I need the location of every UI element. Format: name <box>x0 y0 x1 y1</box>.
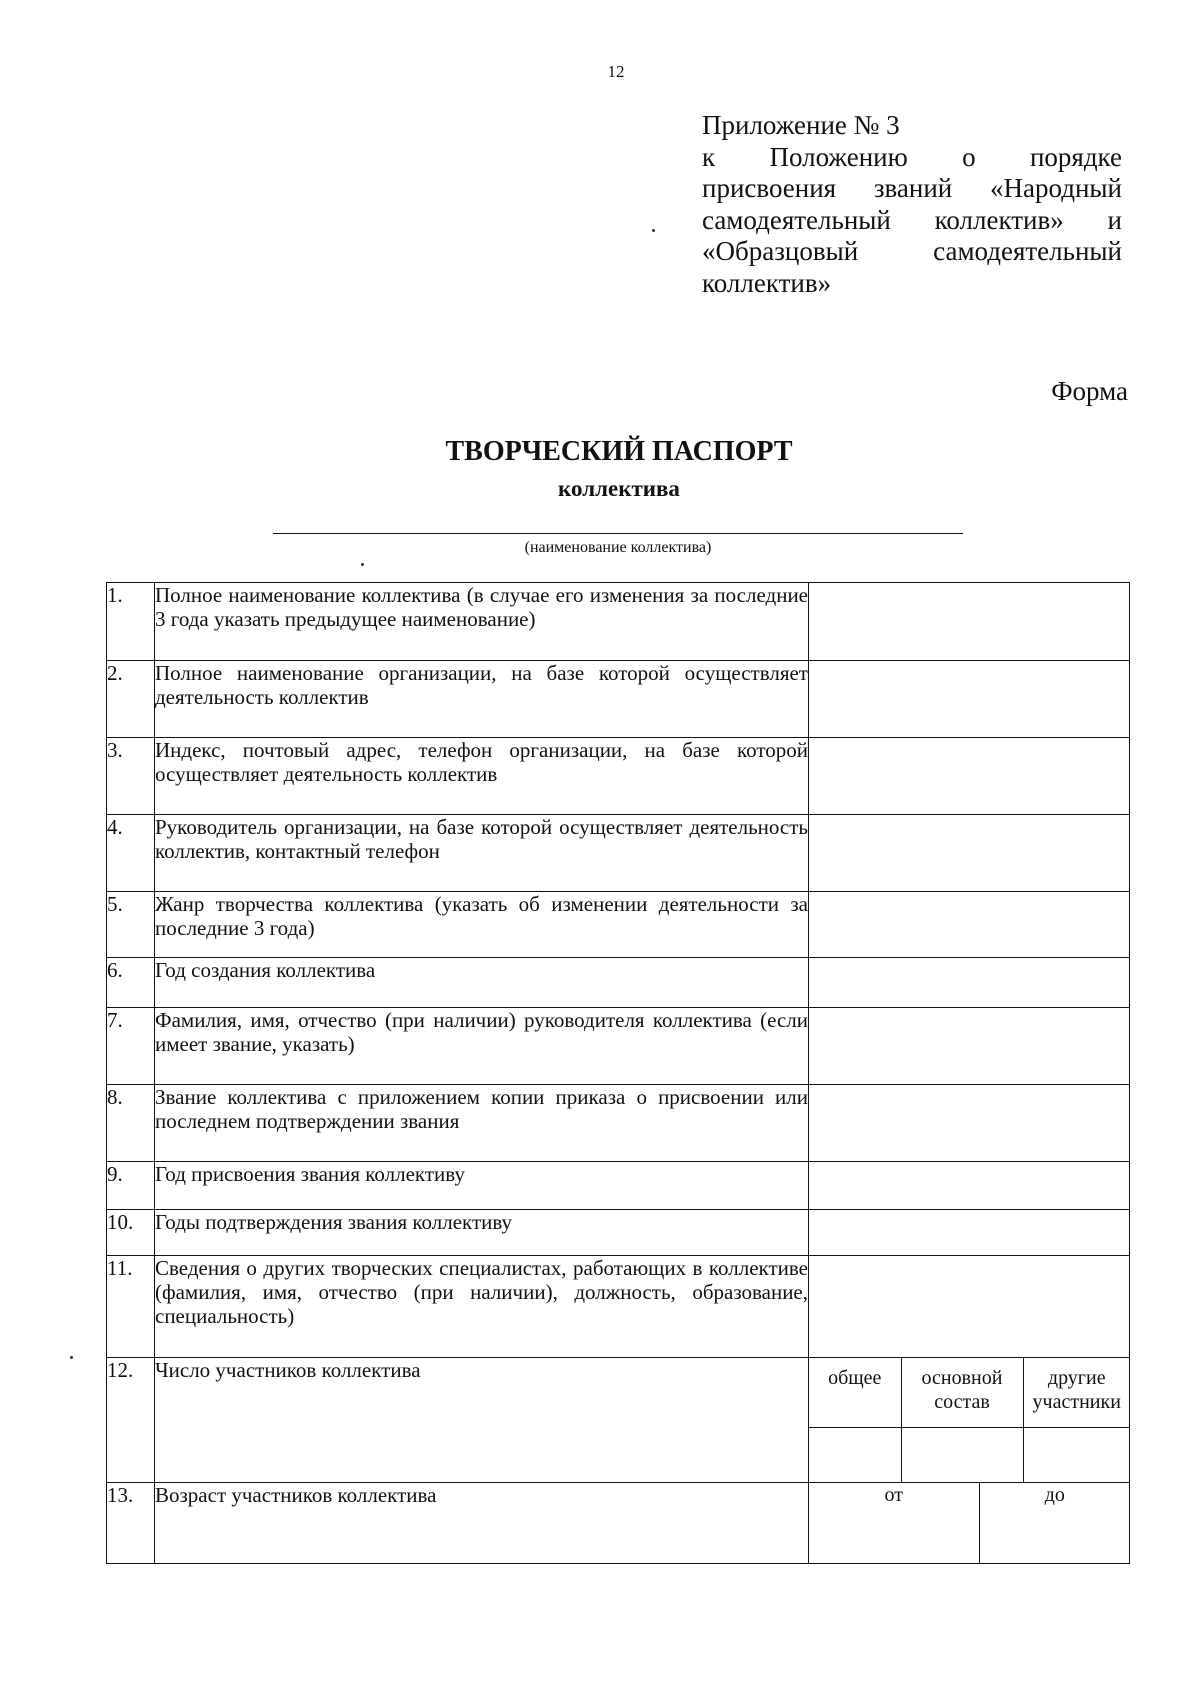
annex-word: «Образцовый <box>702 236 859 266</box>
row-description-text: Руководитель организации, на базе которой осуществляет деятельность коллектив, контактный телефон <box>155 815 808 863</box>
table-row <box>107 958 1130 1008</box>
row-description-text: Год присвоения звания коллективу <box>155 1162 465 1186</box>
annex-reference <box>702 110 1122 299</box>
row-number: 5. <box>107 892 155 958</box>
annex-line-3 <box>702 173 1122 205</box>
row-number: 13. <box>107 1483 155 1564</box>
header-core-line-2: состав <box>934 1391 990 1413</box>
annex-word: и <box>1107 204 1122 235</box>
table-row-participants <box>107 1358 1130 1483</box>
table-row <box>107 815 1130 892</box>
row-value-cell[interactable] <box>809 1162 1130 1210</box>
row-description <box>155 738 809 815</box>
scan-speck <box>70 1356 73 1359</box>
annex-word: самодеятельный <box>702 204 891 235</box>
row-number: 6. <box>107 958 155 1008</box>
header-other-members <box>1023 1358 1130 1427</box>
document-subtitle: коллектива <box>558 476 680 501</box>
row-value-cell[interactable] <box>809 738 1130 815</box>
annex-line-4 <box>702 205 1122 237</box>
header-core-members <box>901 1358 1023 1427</box>
header-other-line-2: участники <box>1032 1391 1121 1413</box>
row-value-cell[interactable] <box>809 583 1130 661</box>
row-value-cell[interactable] <box>809 1008 1130 1085</box>
row-value-cell[interactable] <box>809 661 1130 738</box>
row-description <box>155 1210 809 1256</box>
scan-speck <box>361 563 364 566</box>
row-description-text: Сведения о других творческих специалистах, работающих в коллективе (фамилия, имя, отчество (при наличии), должность, образование, специальность) <box>155 1256 808 1328</box>
row-number: 8. <box>107 1085 155 1162</box>
table-row <box>107 661 1130 738</box>
core-count-field[interactable] <box>901 1427 1023 1482</box>
row-value-cell[interactable] <box>809 958 1130 1008</box>
row-number: 12. <box>107 1358 155 1483</box>
annex-line-6: коллектив» <box>702 267 832 298</box>
row-description-text: Год создания коллектива <box>155 958 376 982</box>
row-description-text: Полное наименование организации, на базе которой осуществляет деятельность коллектив <box>155 661 808 709</box>
page-number: 12 <box>607 62 625 81</box>
participants-subtable <box>809 1358 1130 1482</box>
annex-word: самодеятельный <box>933 236 1122 266</box>
table-row <box>107 1162 1130 1210</box>
row-description <box>155 661 809 738</box>
annex-line-5 <box>702 236 1122 268</box>
age-from-field[interactable] <box>809 1483 979 1563</box>
row-description <box>155 958 809 1008</box>
row-description-text: Число участников коллектива <box>155 1358 421 1382</box>
table-row <box>107 1008 1130 1085</box>
table-row <box>107 1256 1130 1358</box>
row-number: 2. <box>107 661 155 738</box>
annex-word: к <box>702 141 716 172</box>
form-label: Форма <box>1051 376 1128 406</box>
participants-count-cell <box>809 1358 1130 1483</box>
row-description-text: Индекс, почтовый адрес, телефон организации, на базе которой осуществляет деятельность коллектив <box>155 738 808 786</box>
header-total <box>809 1358 901 1427</box>
row-description <box>155 1256 809 1358</box>
annex-word: званий <box>873 173 953 203</box>
row-description <box>155 1483 809 1564</box>
row-description <box>155 1085 809 1162</box>
row-number: 4. <box>107 815 155 892</box>
row-number: 10. <box>107 1210 155 1256</box>
header-total-text: общее <box>828 1367 882 1389</box>
row-number: 7. <box>107 1008 155 1085</box>
passport-table <box>106 582 1130 1564</box>
row-description-text: Жанр творчества коллектива (указать об изменении деятельности за последние 3 года) <box>155 892 808 940</box>
header-other-line-1: другие <box>1047 1367 1106 1389</box>
age-subtable <box>809 1483 1130 1563</box>
table-row <box>107 1210 1130 1256</box>
row-value-cell[interactable] <box>809 1210 1130 1256</box>
scan-speck <box>652 229 655 232</box>
annex-word: о <box>962 141 976 172</box>
annex-line-1: Приложение № 3 <box>702 110 900 140</box>
age-to-label: до <box>1044 1484 1065 1506</box>
collective-name-caption: (наименование коллектива) <box>524 539 712 556</box>
annex-word: коллектив» <box>934 204 1064 235</box>
row-number: 9. <box>107 1162 155 1210</box>
row-value-cell[interactable] <box>809 1256 1130 1358</box>
row-description <box>155 892 809 958</box>
table-row <box>107 892 1130 958</box>
row-description <box>155 815 809 892</box>
table-row <box>107 583 1130 661</box>
total-count-field[interactable] <box>809 1427 901 1482</box>
row-value-cell[interactable] <box>809 1085 1130 1162</box>
row-description-text: Звание коллектива с приложением копии приказа о присвоении или последнем подтверждении звания <box>155 1085 808 1133</box>
row-number: 3. <box>107 738 155 815</box>
annex-word: присвоения <box>702 173 837 203</box>
age-range-cell <box>809 1483 1130 1564</box>
row-description-text: Годы подтверждения звания коллективу <box>155 1210 513 1234</box>
document-title: ТВОРЧЕСКИЙ ПАСПОРТ <box>445 436 793 467</box>
age-to-field[interactable] <box>979 1483 1130 1563</box>
row-number: 11. <box>107 1256 155 1358</box>
row-description <box>155 583 809 661</box>
row-description <box>155 1008 809 1085</box>
row-value-cell[interactable] <box>809 892 1130 958</box>
row-number: 1. <box>107 583 155 661</box>
row-value-cell[interactable] <box>809 815 1130 892</box>
row-description-text: Фамилия, имя, отчество (при наличии) руководителя коллектива (если имеет звание, указать) <box>155 1008 808 1056</box>
annex-word: «Народный <box>990 173 1122 203</box>
annex-line-2 <box>702 142 1122 174</box>
row-description <box>155 1162 809 1210</box>
annex-word: Положению <box>769 141 908 172</box>
table-row <box>107 1085 1130 1162</box>
row-description <box>155 1358 809 1483</box>
annex-word: порядке <box>1029 141 1122 172</box>
row-description-text: Полное наименование коллектива (в случае его изменения за последние 3 года указать предыдущее наименование) <box>155 583 808 631</box>
header-core-line-1: основной <box>921 1367 1003 1389</box>
collective-name-line[interactable] <box>273 533 963 534</box>
row-description-text: Возраст участников коллектива <box>155 1483 437 1507</box>
age-from-label: от <box>884 1484 903 1506</box>
other-count-field[interactable] <box>1023 1427 1130 1482</box>
table-row <box>107 738 1130 815</box>
table-row-age <box>107 1483 1130 1564</box>
